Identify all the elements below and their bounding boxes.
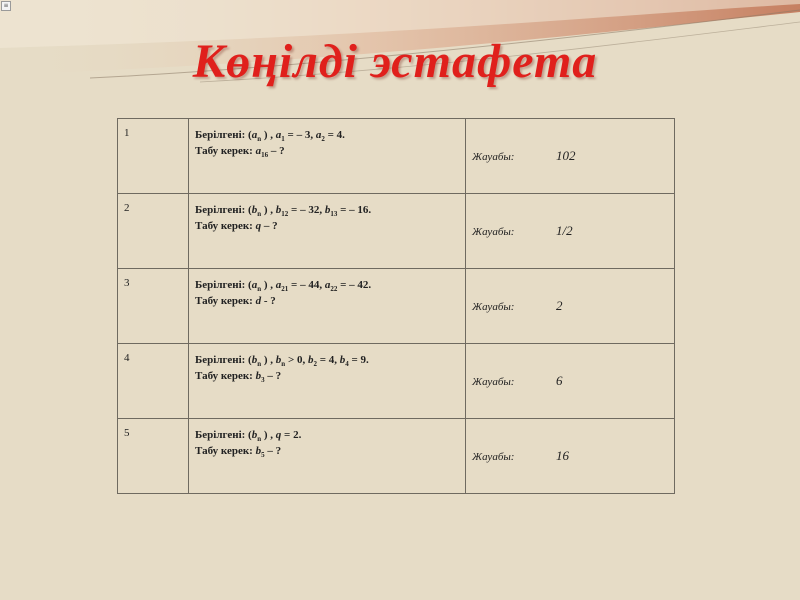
table-row <box>118 344 675 419</box>
answer-value: 1/2 <box>556 223 573 238</box>
given-line: Берілгені: ($a_n$ ) , $a_{21}$ = – 44, $a_{22}$ = – 42. <box>195 279 372 293</box>
given-line: Берілгені: ($a_n$ ) , $a_1$ = – 3, $a_2 = 4$. <box>195 129 345 143</box>
task-condition <box>189 119 466 194</box>
answer-cell <box>466 194 675 269</box>
given-label: Берілгені: <box>195 354 246 366</box>
answer-value: 6 <box>556 373 563 388</box>
find-line: Табу керек: d - ? <box>195 295 276 307</box>
answer-label: Жауабы: <box>472 301 515 313</box>
page-title: Көңілді эстафета <box>192 35 598 88</box>
table-row <box>118 119 675 194</box>
table-row <box>118 419 675 494</box>
task-number: 1 <box>118 119 189 194</box>
task-number: 5 <box>118 419 189 494</box>
given-label: Берілгені: <box>195 279 246 291</box>
answer-value: 2 <box>556 298 563 313</box>
find-line: Табу керек: q – ? <box>195 220 278 232</box>
answer-value: 16 <box>556 448 569 463</box>
find-label: Табу керек: <box>195 295 253 307</box>
answer-cell <box>466 344 675 419</box>
given-label: Берілгені: <box>195 204 246 216</box>
task-condition <box>189 419 466 494</box>
answer-label: Жауабы: <box>472 151 515 163</box>
given-line: Берілгені: ($b_n$ ) , $b_n > 0$, $b_2 = 4$, $b_4 = 9$. <box>195 354 369 368</box>
find-label: Табу керек: <box>195 220 253 232</box>
find-line: Табу керек: $b_5$ – ? <box>195 445 282 459</box>
answer-cell <box>466 119 675 194</box>
answer-label: Жауабы: <box>472 376 515 388</box>
answer-cell <box>466 269 675 344</box>
task-number: 2 <box>118 194 189 269</box>
table-row <box>118 194 675 269</box>
find-line: Табу керек: $a_{16}$ – ? <box>195 145 285 159</box>
given-label: Берілгені: <box>195 129 246 141</box>
tasks-table <box>117 118 675 494</box>
table-row <box>118 269 675 344</box>
find-label: Табу керек: <box>195 445 253 457</box>
task-condition <box>189 269 466 344</box>
find-label: Табу керек: <box>195 370 253 382</box>
answer-label: Жауабы: <box>472 226 515 238</box>
doc-icon: ≡ <box>1 1 11 11</box>
find-line: Табу керек: $b_3$ – ? <box>195 370 282 384</box>
answer-value: 102 <box>556 148 576 163</box>
given-line: Берілгені: ($b_n$ ) , q = 2. <box>195 429 302 443</box>
task-number: 4 <box>118 344 189 419</box>
seq-var: a <box>251 129 258 141</box>
task-condition <box>189 344 466 419</box>
given-line: Берілгені: ($b_n$ ) , $b_{12}$ = – 32, $b_{13}$ = – 16. <box>195 204 372 218</box>
answer-cell <box>466 419 675 494</box>
given-label: Берілгені: <box>195 429 246 441</box>
task-condition <box>189 194 466 269</box>
task-number: 3 <box>118 269 189 344</box>
find-label: Табу керек: <box>195 145 253 157</box>
answer-label: Жауабы: <box>472 451 515 463</box>
